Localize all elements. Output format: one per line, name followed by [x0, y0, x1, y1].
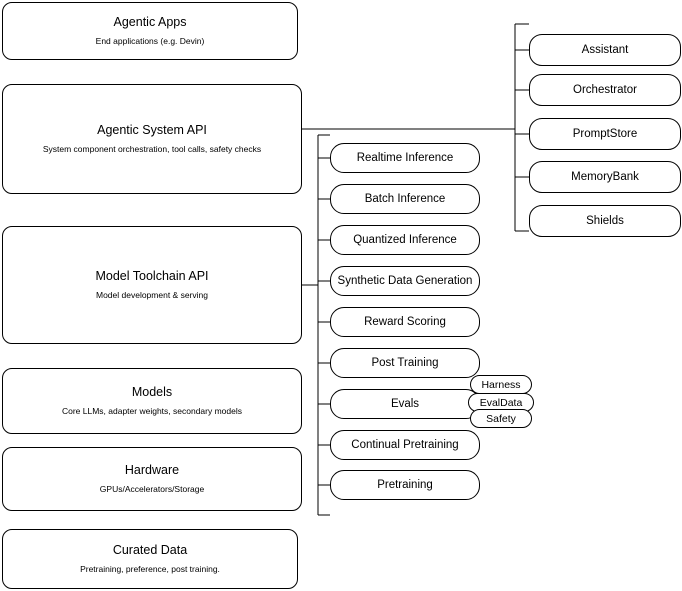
component-promptstore[interactable] — [529, 118, 681, 150]
stack-layer-model-toolchain-api[interactable] — [2, 226, 302, 344]
stack-layer-hardware[interactable] — [2, 447, 302, 511]
component-label: Evals — [390, 398, 420, 410]
component-label: Realtime Inference — [356, 152, 454, 164]
layer-title: Hardware — [124, 463, 180, 477]
component-label: Continual Pretraining — [351, 439, 459, 451]
component-label: Synthetic Data Generation — [337, 275, 473, 287]
component-realtime-inference[interactable] — [330, 143, 480, 173]
component-label: Reward Scoring — [364, 316, 446, 328]
component-evals-harness[interactable] — [470, 375, 532, 394]
layer-title: Model Toolchain API — [95, 269, 209, 283]
component-synthetic-data-generation[interactable] — [330, 266, 480, 296]
component-shields[interactable] — [529, 205, 681, 237]
layer-title: Curated Data — [112, 543, 188, 557]
component-label: Pretraining — [377, 479, 433, 491]
component-label: Assistant — [581, 44, 629, 56]
component-label: PromptStore — [572, 128, 638, 140]
layer-subtitle: Pretraining, preference, post training. — [80, 564, 220, 574]
component-reward-scoring[interactable] — [330, 307, 480, 337]
component-orchestrator[interactable] — [529, 74, 681, 106]
component-label: Shields — [586, 215, 624, 227]
layer-subtitle: GPUs/Accelerators/Storage — [99, 484, 205, 494]
component-memorybank[interactable] — [529, 161, 681, 193]
layer-subtitle: System component orchestration, tool calls, safety checks — [42, 144, 262, 154]
component-continual-pretraining[interactable] — [330, 430, 480, 460]
stack-layer-curated-data[interactable] — [2, 529, 298, 589]
component-quantized-inference[interactable] — [330, 225, 480, 255]
component-label: MemoryBank — [571, 171, 639, 183]
layer-subtitle: End applications (e.g. Devin) — [95, 36, 205, 46]
stack-layer-agentic-apps[interactable] — [2, 2, 298, 60]
component-batch-inference[interactable] — [330, 184, 480, 214]
component-pretraining[interactable] — [330, 470, 480, 500]
component-label: Post Training — [371, 357, 439, 369]
layer-title: Agentic Apps — [113, 15, 187, 29]
component-post-training[interactable] — [330, 348, 480, 378]
layer-title: Models — [131, 385, 173, 399]
layer-subtitle: Core LLMs, adapter weights, secondary models — [61, 406, 242, 416]
stack-layer-agentic-system-api[interactable] — [2, 84, 302, 194]
component-label: Harness — [481, 378, 521, 391]
component-label: Safety — [486, 412, 516, 425]
layer-subtitle: Model development & serving — [96, 290, 208, 300]
component-label: Batch Inference — [364, 193, 446, 205]
stack-layer-models[interactable] — [2, 368, 302, 434]
component-label: EvalData — [479, 396, 523, 409]
component-assistant[interactable] — [529, 34, 681, 66]
component-label: Quantized Inference — [353, 234, 457, 246]
component-label: Orchestrator — [573, 84, 637, 96]
layer-title: Agentic System API — [97, 123, 207, 137]
component-evals[interactable] — [330, 389, 480, 419]
component-evals-safety[interactable] — [470, 409, 532, 428]
